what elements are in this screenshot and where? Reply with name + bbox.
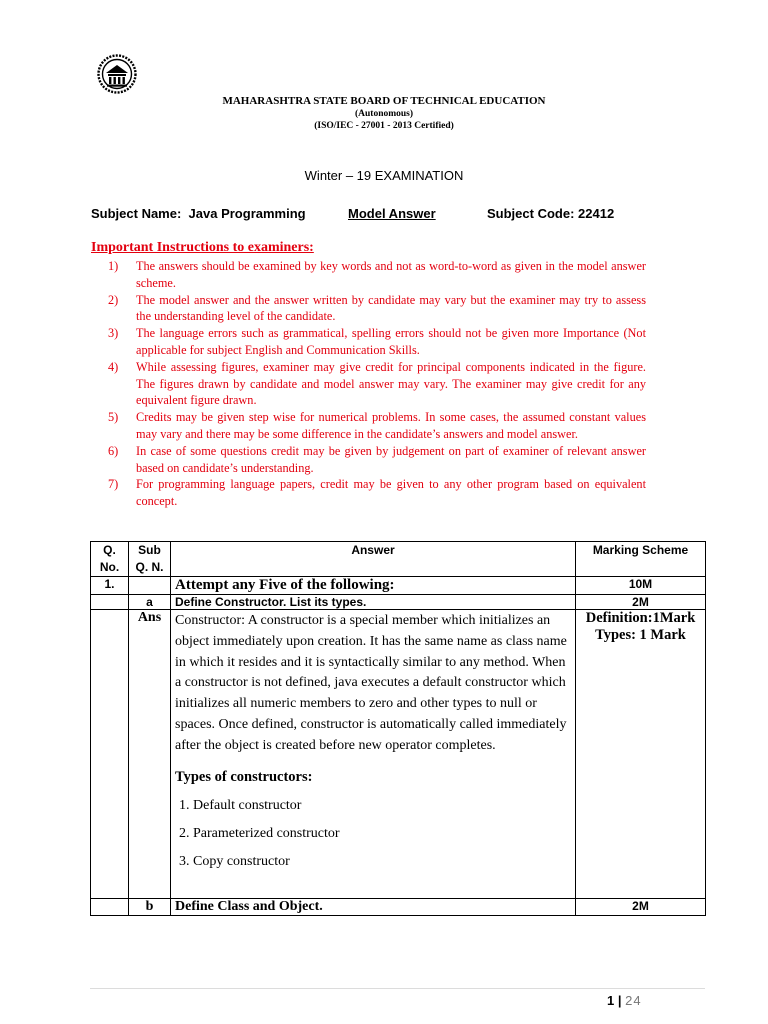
table-row — [91, 899, 706, 916]
empty-cell — [91, 899, 129, 916]
types-heading: Types of constructors: — [175, 768, 313, 785]
instruction-text: The answers should be examined by key words and not as word-to-word as given in the model answer scheme. — [136, 259, 646, 290]
table-row — [91, 577, 706, 595]
sub-question-label: a — [129, 595, 171, 610]
page-separator: | — [617, 993, 622, 1008]
table-row — [91, 595, 706, 610]
answer-cell — [171, 610, 576, 899]
empty-cell — [91, 595, 129, 610]
instruction-text: While assessing figures, examiner may give credit for principal components indicated in the figure. The figures drawn by candidate and model answer may vary. The examiner may give credit for any equivalent figure drawn. — [136, 359, 646, 408]
current-page: 1 — [607, 993, 615, 1008]
instruction-item — [108, 258, 646, 292]
question-number: 1. — [91, 577, 129, 595]
marking-types: Types: 1 Mark — [595, 627, 686, 643]
instruction-item — [108, 325, 646, 359]
ans-label: Ans — [129, 610, 171, 899]
question-title: Attempt any Five of the following: — [171, 577, 576, 595]
answer-table — [90, 541, 706, 916]
table-header-row — [91, 542, 706, 577]
answer-text: Constructor: A constructor is a special member which initializes an object immediately upon creation. It has the same name as class name in which it resides and it is syntactically similar to any method. When a constructor is not defined, java executes a default constructor which initializes all numeric members to zero and other types to null or spaces. Once defined, constructor is automatically called immediately after the object is created before new operator completes. — [175, 613, 567, 753]
autonomous-label: (Autonomous) — [354, 109, 414, 119]
question-marks: 10M — [576, 577, 706, 595]
subject-code — [487, 206, 614, 221]
model-answer-label: Model Answer — [348, 206, 436, 221]
instruction-text: In case of some questions credit may be given by judgement on part of examiner of relevant answer based on candidate’s understanding. — [136, 443, 646, 475]
subject-name — [91, 206, 306, 221]
list-item: 2. Parameterized constructor — [179, 825, 340, 841]
instruction-item — [108, 409, 646, 443]
list-item: 3. Copy constructor — [179, 853, 290, 869]
subject-code-label: Subject Code: — [487, 206, 575, 221]
board-name: MAHARASHTRA STATE BOARD OF TECHNICAL EDUCATION — [222, 95, 546, 107]
instruction-number: 3) — [108, 326, 119, 341]
instruction-number: 1) — [108, 259, 119, 273]
sub-question-text: Define Class and Object. — [171, 899, 576, 916]
msbte-logo-icon — [97, 54, 137, 94]
marking-definition: Definition:1Mark — [585, 610, 696, 626]
sub-question-text: Define Constructor. List its types. — [171, 595, 576, 610]
instructions-list — [108, 258, 646, 510]
sub-question-marks: 2M — [576, 899, 706, 916]
instruction-number: 7) — [108, 477, 119, 492]
instruction-number: 2) — [108, 292, 119, 307]
instructions-heading: Important Instructions to examiners: — [91, 240, 314, 255]
instruction-text: Credits may be given step wise for numerical problems. In some cases, the assumed constant values may vary and there may be some difference in the candidate’s answers and model answer. — [136, 410, 646, 441]
exam-title: Winter – 19 EXAMINATION — [304, 168, 464, 183]
sub-question-label: b — [129, 899, 171, 916]
marking-cell — [576, 610, 706, 899]
page-number — [607, 993, 642, 1008]
sub-question-marks: 2M — [576, 595, 706, 610]
instruction-number: 4) — [108, 359, 119, 374]
instruction-number: 6) — [108, 443, 119, 458]
header-answer: Answer — [171, 542, 576, 577]
instruction-text: The model answer and the answer written by candidate may vary but the examiner may try to assess the understanding level of the candidate. — [136, 292, 646, 324]
instruction-item — [108, 359, 646, 409]
list-item: 1. Default constructor — [179, 797, 302, 813]
footer-divider — [90, 988, 705, 989]
table-row — [91, 610, 706, 899]
subject-name-value: Java Programming — [188, 206, 306, 221]
subject-code-value: 22412 — [578, 206, 615, 221]
instruction-number: 5) — [108, 410, 119, 425]
certification-label: (ISO/IEC - 27001 - 2013 Certified) — [314, 121, 454, 131]
empty-cell — [91, 610, 129, 899]
subject-name-label: Subject Name: — [91, 206, 182, 221]
header-marking-scheme: Marking Scheme — [576, 542, 706, 577]
instruction-item — [108, 292, 646, 326]
instruction-item — [108, 443, 646, 477]
instruction-text: For programming language papers, credit may be given to any other program based on equivalent concept. — [136, 477, 646, 509]
header-q-no: Q. No. — [91, 542, 129, 577]
header-sub-qn: Sub Q. N. — [129, 542, 171, 577]
instruction-text: The language errors such as grammatical, spelling errors should not be given more Importance (Not applicable for subject English and Communication Skills. — [136, 326, 646, 357]
instruction-item — [108, 476, 646, 510]
empty-cell — [129, 577, 171, 595]
total-pages: 24 — [625, 993, 642, 1008]
